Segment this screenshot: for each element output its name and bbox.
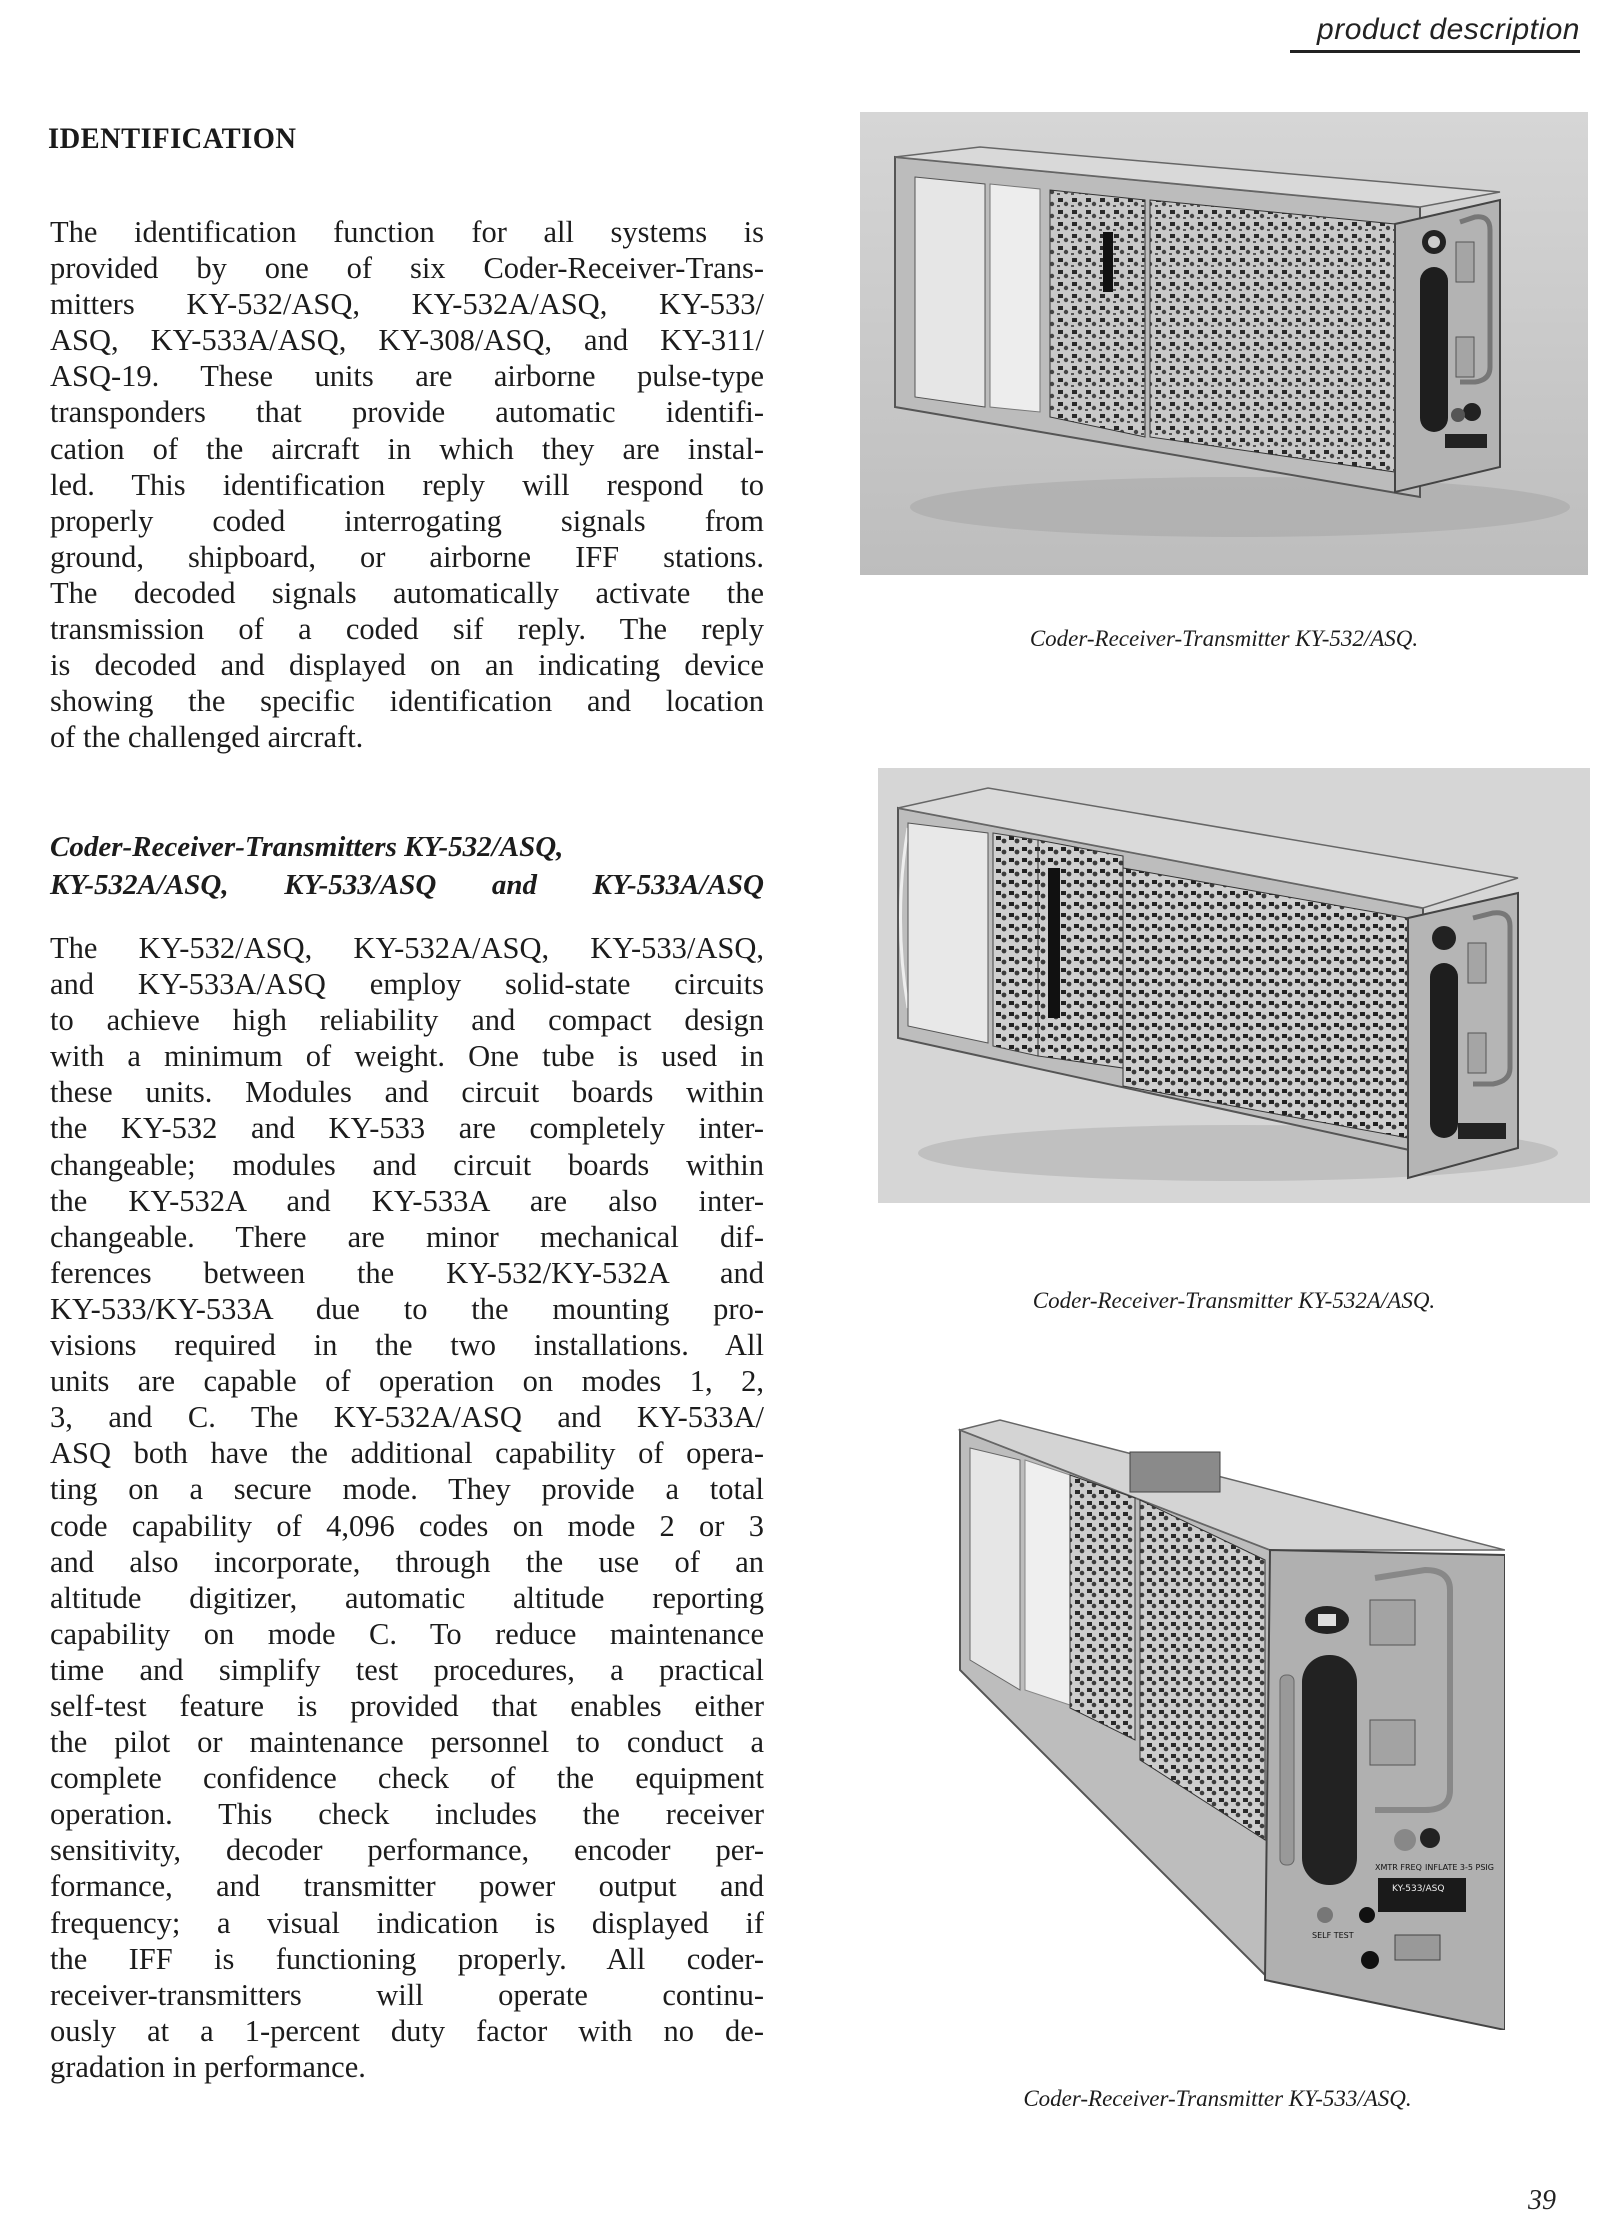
subsection-heading-line-2: KY-532A/ASQ, KY-533/ASQ and KY-533A/ASQ [50, 869, 764, 901]
page-number: 39 [1528, 2185, 1556, 2216]
text-line: ASQ both have the additional capability of opera- [50, 1436, 764, 1471]
text-line: cation of the aircraft in which they are instal- [50, 431, 764, 466]
text-line: with a minimum of weight. One tube is used in [50, 1039, 764, 1074]
text-line: and also incorporate, through the use of an [50, 1544, 764, 1579]
text-line: showing the specific identification and location [50, 684, 764, 719]
unit-photo-illustration [930, 1390, 1505, 2030]
panel-label-inflate: INFLATE 3-5 PSIG [1425, 1863, 1494, 1872]
text-line: ting on a secure mode. They provide a total [50, 1472, 764, 1507]
text-line: gradation in performance. [50, 2049, 366, 2084]
identification-paragraph [50, 214, 764, 755]
text-line: changeable; modules and circuit boards within [50, 1147, 764, 1182]
panel-label-self-test: SELF TEST [1312, 1931, 1354, 1940]
text-line: ground, shipboard, or airborne IFF stations. [50, 539, 764, 574]
text-line: altitude digitizer, automatic altitude reporting [50, 1580, 764, 1615]
text-line: the pilot or maintenance personnel to conduct a [50, 1725, 764, 1760]
text-line: complete confidence check of the equipment [50, 1761, 764, 1796]
text-line: KY-533/KY-533A due to the mounting pro- [50, 1291, 764, 1326]
text-line: operation. This check includes the receiver [50, 1797, 764, 1832]
text-line: code capability of 4,096 codes on mode 2 or 3 [50, 1508, 764, 1543]
text-line: of the challenged aircraft. [50, 720, 364, 755]
text-line: frequency; a visual indication is displayed if [50, 1905, 764, 1940]
text-line: 3, and C. The KY-532A/ASQ and KY-533A/ [50, 1400, 764, 1435]
text-line: the KY-532 and KY-533 are completely inter- [50, 1111, 764, 1146]
text-line: sensitivity, decoder performance, encoder per- [50, 1833, 764, 1868]
section-header: product description [1290, 12, 1580, 53]
text-line: ferences between the KY-532/KY-532A and [50, 1255, 764, 1290]
text-line: mitters KY-532/ASQ, KY-532A/ASQ, KY-533/ [50, 287, 764, 322]
subsection-heading-line-1: Coder-Receiver-Transmitters KY-532/ASQ, [50, 831, 564, 863]
text-line: formance, and transmitter power output and [50, 1869, 764, 1904]
text-line: ASQ, KY-533A/ASQ, KY-308/ASQ, and KY-311/ [50, 323, 764, 358]
text-line: The KY-532/ASQ, KY-532A/ASQ, KY-533/ASQ, [50, 931, 764, 965]
text-line: transponders that provide automatic identifi- [50, 395, 764, 430]
text-line: The decoded signals automatically activate the [50, 575, 764, 610]
text-line: time and simplify test procedures, a practical [50, 1652, 764, 1687]
text-line: ously at a 1-percent duty factor with no de- [50, 2013, 764, 2048]
subsection-heading [50, 828, 764, 904]
figure-caption-ky-533: Coder-Receiver-Transmitter KY-533/ASQ. [1023, 2086, 1412, 2111]
figure-photo-ky-533 [930, 1390, 1505, 2030]
text-line: capability on mode C. To reduce maintenance [50, 1616, 764, 1651]
text-line: to achieve high reliability and compact design [50, 1003, 764, 1038]
text-line: the IFF is functioning properly. All coder- [50, 1941, 764, 1976]
unit-photo-illustration [860, 112, 1588, 575]
text-line: The identification function for all systems is [50, 215, 764, 249]
figure-photo-ky-532a [878, 768, 1590, 1203]
text-line: receiver-transmitters will operate continu- [50, 1977, 764, 2012]
figure-photo-ky-532 [860, 112, 1588, 575]
text-line: changeable. There are minor mechanical dif- [50, 1219, 764, 1254]
text-line: visions required in the two installations. All [50, 1328, 764, 1363]
text-line: led. This identification reply will respond to [50, 467, 764, 502]
unit-photo-illustration [878, 768, 1590, 1203]
text-line: units are capable of operation on modes 1, 2, [50, 1364, 764, 1399]
text-line: transmission of a coded sif reply. The reply [50, 612, 764, 647]
figure-caption-ky-532: Coder-Receiver-Transmitter KY-532/ASQ. [1029, 626, 1419, 651]
section-heading: IDENTIFICATION [48, 122, 297, 155]
text-line: provided by one of six Coder-Receiver-Trans- [50, 251, 764, 286]
text-line: these units. Modules and circuit boards within [50, 1075, 764, 1110]
panel-nameplate: KY-533/ASQ [1392, 1884, 1445, 1894]
text-line: the KY-532A and KY-533A are also inter- [50, 1183, 764, 1218]
text-line: is decoded and displayed on an indicating device [50, 648, 764, 683]
transmitters-paragraph [50, 930, 764, 2085]
text-line: properly coded interrogating signals from [50, 503, 764, 538]
text-line: ASQ-19. These units are airborne pulse-type [50, 359, 764, 394]
text-line: self-test feature is provided that enables either [50, 1688, 764, 1723]
panel-label-xmtr-freq: XMTR FREQ [1375, 1863, 1422, 1872]
figure-caption-ky-532a: Coder-Receiver-Transmitter KY-532A/ASQ. [1032, 1288, 1436, 1313]
text-line: and KY-533A/ASQ employ solid-state circuits [50, 967, 764, 1002]
